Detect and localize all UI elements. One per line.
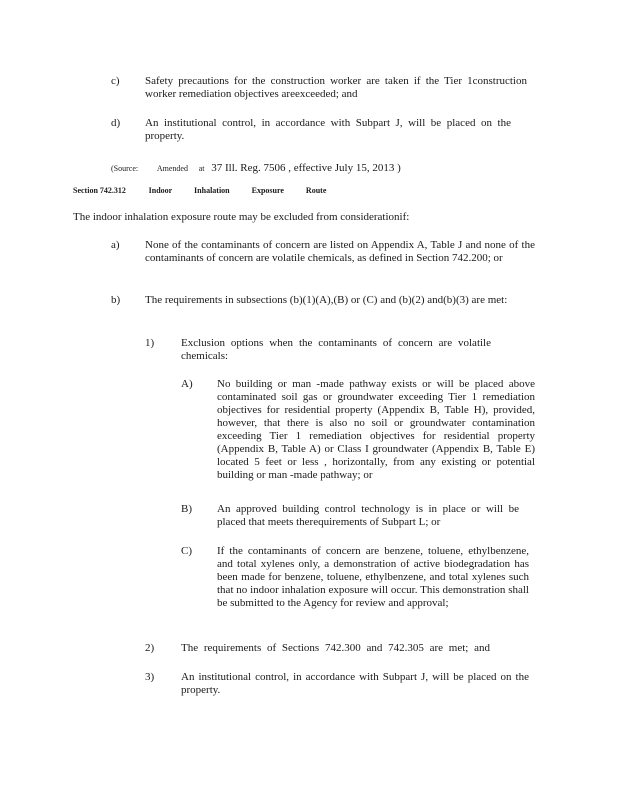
item-b-text: The requirements in subsections (b)(1)(A),(B) or (C) and (b)(2) and(b)(3) are met:: [145, 294, 508, 306]
sub2-text: The requirements of Sections 742.300 and 742.305 are met; and: [181, 642, 490, 654]
subsub-a-text: No building or man -made pathway exists or will be placed above contaminated soil gas or groundwater exceeding Tier 1 remediation objectives for residential property (Appendix B, Table H), provided, however, that there is also no soil or groundwater contamination exceeding Tier 1 remediation objectives for residential property (Appendix B, Table A) or Class I groundwater (Appendix B, Table E) located 5 feet or less , horizontally, from any existing or potential building or man -made pathway; or: [217, 378, 535, 481]
source-note-part2: Amended: [156, 164, 188, 173]
subsub-b-text: An approved building control technology is in place or will be placed that meets therequirements of Subpart L; or: [217, 503, 519, 528]
section-title: Indoor Inhalation Exposure Route: [148, 186, 327, 195]
sub2-label: 2): [145, 642, 155, 654]
item-d-label: d): [111, 117, 121, 129]
item-d-text: An institutional control, in accordance with Subpart J, will be placed on the property.: [145, 117, 511, 142]
source-note-part4: 37 Ill. Reg. 7506 , effective July 15, 2013 ): [211, 162, 401, 174]
source-note-part1: (Source:: [111, 164, 139, 173]
subsub-c-text: If the contaminants of concern are benzene, toluene, ethylbenzene, and total xylenes only, a demonstration of active biodegradation has been made for benzene, toluene, ethylbenzene, and total xylenes such that no indoor inhalation exposure will occur. This demonstration shall be submitted to the Agency for review and approval;: [217, 545, 529, 609]
item-a-text: None of the contaminants of concern are listed on Appendix A, Table J and none of the contaminants of concern are volatile chemicals, as defined in Section 742.200; or: [145, 239, 535, 264]
item-c-text: Safety precautions for the construction worker are taken if the Tier 1construction worker remediation objectives areexceeded; and: [145, 75, 527, 100]
subsub-b-label: B): [181, 503, 192, 515]
sub1-text: Exclusion options when the contaminants of concern are volatile chemicals:: [181, 337, 491, 362]
source-note-part3: at: [198, 164, 205, 173]
sub3-label: 3): [145, 671, 155, 683]
subsub-a-label: A): [181, 378, 193, 390]
item-b-label: b): [111, 294, 121, 306]
item-c-label: c): [111, 75, 120, 87]
item-a-label: a): [111, 239, 120, 251]
sub3-text: An institutional control, in accordance with Subpart J, will be placed on the property.: [181, 671, 529, 696]
sub1-label: 1): [145, 337, 155, 349]
subsub-c-label: C): [181, 545, 192, 557]
section-number: Section 742.312: [73, 186, 126, 195]
intro-text: The indoor inhalation exposure route may be excluded from considerationif:: [73, 211, 410, 223]
source-note: [111, 162, 401, 175]
section-heading: [73, 184, 326, 197]
